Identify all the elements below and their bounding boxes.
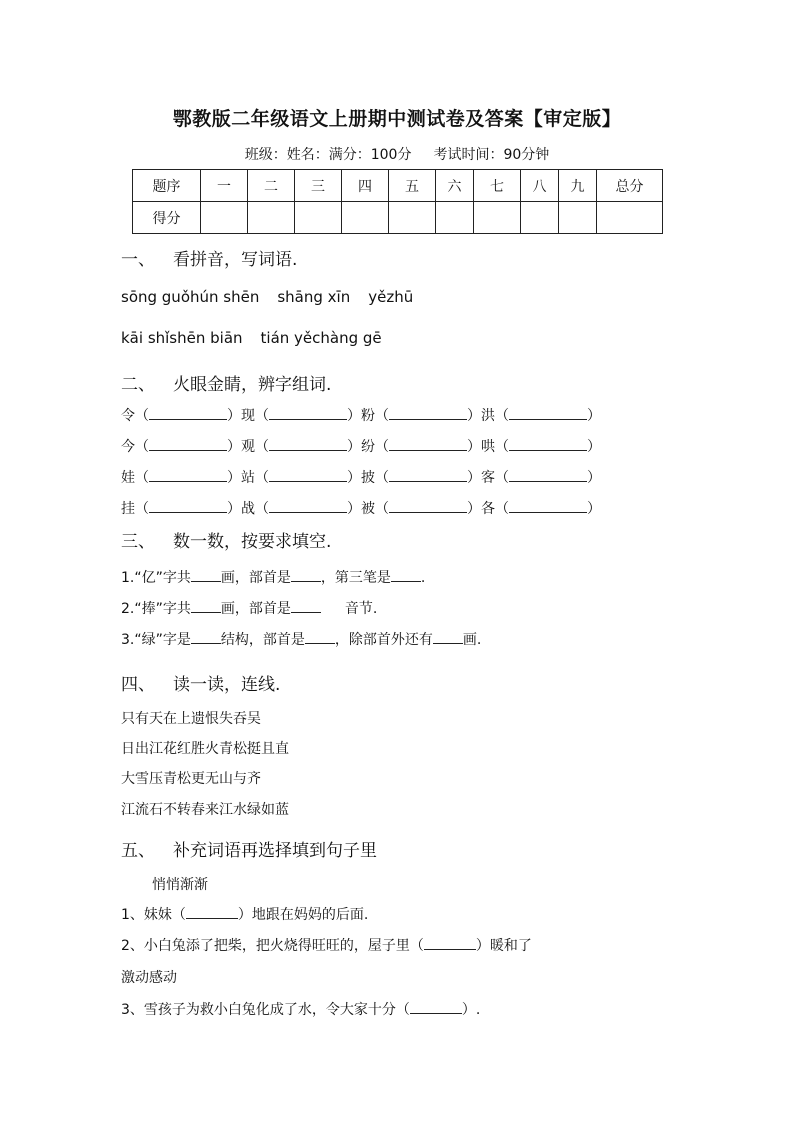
sentence-question-2	[121, 935, 532, 955]
answer-blank[interactable]	[389, 409, 467, 420]
section-title: 火眼金睛，辨字组词.	[173, 375, 332, 395]
char: 令	[121, 408, 135, 424]
char-row	[121, 436, 601, 456]
question-text: 画.	[462, 632, 482, 648]
section-4-heading	[121, 670, 280, 695]
question-text: .	[420, 570, 426, 586]
answer-blank[interactable]	[391, 571, 421, 582]
answer-blank[interactable]	[509, 440, 587, 451]
char-row	[121, 467, 601, 487]
answer-blank[interactable]	[509, 502, 587, 513]
char-item: 纷（ ）	[361, 439, 481, 455]
answer-blank[interactable]	[389, 502, 467, 513]
question-text: 3、雪孩子为救小白兔化成了水，令大家十分（	[121, 1002, 410, 1018]
score-table-header: 六	[436, 170, 474, 202]
question-text: 画，部首是	[220, 570, 291, 586]
char: 洪	[481, 408, 495, 424]
section-title: 补充词语再选择填到句子里	[173, 841, 377, 861]
answer-blank[interactable]	[269, 502, 347, 513]
answer-blank[interactable]	[389, 440, 467, 451]
score-table-header: 八	[521, 170, 559, 202]
answer-blank[interactable]	[269, 409, 347, 420]
fill-question-3	[121, 629, 481, 649]
char: 战	[241, 501, 255, 517]
word-choices: 悄悄渐渐	[152, 877, 208, 893]
char: 各	[481, 501, 495, 517]
char: 挂	[121, 501, 135, 517]
char-item: 被（ ）	[361, 501, 481, 517]
score-table-header: 二	[248, 170, 295, 202]
char-item: 今（ ）	[121, 439, 241, 455]
char: 纷	[361, 439, 375, 455]
char: 披	[361, 470, 375, 486]
poem-line: 只有天在上遗恨失吞吴	[121, 711, 261, 727]
char-item: 挂（ ）	[121, 501, 241, 517]
char-item: 站（ ）	[241, 470, 361, 486]
pinyin-word: kāi shǐshēn biān	[121, 329, 243, 347]
score-cell[interactable]	[342, 202, 389, 234]
answer-blank[interactable]	[305, 633, 335, 644]
word-choices: 激动感动	[121, 970, 177, 986]
char-item: 观（ ）	[241, 439, 361, 455]
section-number: 三、	[121, 532, 155, 552]
question-text: 2.“捧”字共	[121, 601, 191, 617]
score-table-header: 四	[342, 170, 389, 202]
poem-line: 大雪压青松更无山与齐	[121, 771, 261, 787]
section-title: 读一读，连线.	[173, 675, 281, 695]
answer-blank[interactable]	[149, 471, 227, 482]
char-item: 各（ ）	[481, 501, 601, 517]
section-title: 看拼音，写词语.	[173, 250, 298, 270]
pinyin-word: shāng xīn	[277, 288, 351, 306]
question-text: 音节.	[344, 601, 378, 617]
question-text: 1.“亿”字共	[121, 570, 191, 586]
sentence-question-3	[121, 999, 480, 1019]
score-cell[interactable]	[295, 202, 342, 234]
char-item: 现（ ）	[241, 408, 361, 424]
char-item: 洪（ ）	[481, 408, 601, 424]
score-cell[interactable]	[521, 202, 559, 234]
score-cell[interactable]	[436, 202, 474, 234]
char-item: 令（ ）	[121, 408, 241, 424]
section-title: 数一数，按要求填空.	[173, 532, 332, 552]
score-cell[interactable]	[389, 202, 436, 234]
score-cell[interactable]	[474, 202, 521, 234]
score-row-label: 得分	[133, 202, 201, 234]
score-table-header: 题序	[133, 170, 201, 202]
char: 站	[241, 470, 255, 486]
section-2-heading	[121, 370, 331, 395]
char-row	[121, 498, 601, 518]
question-text: 画，部首是	[220, 601, 291, 617]
exam-info	[0, 144, 794, 164]
score-table-score-row	[133, 202, 663, 234]
score-table-header-row	[133, 170, 663, 202]
question-text: ）地跟在妈妈的后面.	[237, 907, 369, 923]
char: 被	[361, 501, 375, 517]
char-item: 娃（ ）	[121, 470, 241, 486]
char-item: 哄（ ）	[481, 439, 601, 455]
char-item: 战（ ）	[241, 501, 361, 517]
answer-blank[interactable]	[191, 571, 221, 582]
answer-blank[interactable]	[149, 409, 227, 420]
pinyin-word: tián yěchàng gē	[260, 329, 382, 347]
score-cell[interactable]	[201, 202, 248, 234]
pinyin-word: yězhū	[368, 288, 414, 306]
char-item: 客（ ）	[481, 470, 601, 486]
answer-blank[interactable]	[424, 939, 476, 950]
sentence-question-1	[121, 904, 368, 924]
char: 娃	[121, 470, 135, 486]
char: 哄	[481, 439, 495, 455]
score-table-header: 七	[474, 170, 521, 202]
answer-blank[interactable]	[291, 602, 321, 613]
score-table-header: 九	[559, 170, 597, 202]
section-3-heading	[121, 527, 331, 552]
question-text: ）暖和了	[475, 938, 532, 954]
char: 观	[241, 439, 255, 455]
question-text: 结构，部首是	[220, 632, 305, 648]
char: 今	[121, 439, 135, 455]
answer-blank[interactable]	[191, 602, 221, 613]
char-item: 粉（ ）	[361, 408, 481, 424]
question-text: 1、妹妹（	[121, 907, 186, 923]
answer-blank[interactable]	[269, 471, 347, 482]
question-text: 3.“绿”字是	[121, 632, 191, 648]
score-cell[interactable]	[559, 202, 597, 234]
score-table	[132, 169, 663, 234]
pinyin-word: sōng guǒhún shēn	[121, 288, 260, 306]
section-1-heading	[121, 245, 297, 270]
section-number: 二、	[121, 375, 155, 395]
answer-blank[interactable]	[509, 409, 587, 420]
char-item: 披（ ）	[361, 470, 481, 486]
answer-blank[interactable]	[191, 633, 221, 644]
poem-line: 日出江花红胜火青松挺且直	[121, 741, 289, 757]
answer-blank[interactable]	[410, 1003, 462, 1014]
char-row	[121, 405, 601, 425]
char: 粉	[361, 408, 375, 424]
answer-blank[interactable]	[186, 908, 238, 919]
score-table-header: 三	[295, 170, 342, 202]
section-number: 四、	[121, 675, 155, 695]
answer-blank[interactable]	[149, 502, 227, 513]
score-table-header: 总分	[597, 170, 663, 202]
fill-question-2	[121, 598, 377, 618]
answer-blank[interactable]	[389, 471, 467, 482]
answer-blank[interactable]	[149, 440, 227, 451]
question-text: 2、小白兔添了把柴，把火烧得旺旺的，屋子里（	[121, 938, 424, 954]
pinyin-line-2	[121, 329, 400, 347]
pinyin-line-1	[121, 288, 431, 306]
exam-info-left: 班级：姓名：满分：100分	[244, 147, 412, 163]
section-number: 一、	[121, 250, 155, 270]
answer-blank[interactable]	[509, 471, 587, 482]
answer-blank[interactable]	[291, 571, 321, 582]
question-text: ）.	[461, 1002, 481, 1018]
question-text: ，第三笔是	[320, 570, 391, 586]
exam-info-time: 考试时间：90分钟	[433, 147, 550, 163]
char: 现	[241, 408, 255, 424]
answer-blank[interactable]	[433, 633, 463, 644]
answer-blank[interactable]	[269, 440, 347, 451]
char: 客	[481, 470, 495, 486]
score-cell[interactable]	[597, 202, 663, 234]
fill-question-1	[121, 567, 425, 587]
section-number: 五、	[121, 841, 155, 861]
section-5-heading	[121, 836, 377, 861]
score-table-header: 五	[389, 170, 436, 202]
page-title: 鄂教版二年级语文上册期中测试卷及答案【审定版】	[172, 108, 622, 130]
score-table-header: 一	[201, 170, 248, 202]
score-cell[interactable]	[248, 202, 295, 234]
question-text: ，除部首外还有	[334, 632, 433, 648]
poem-line: 江流石不转春来江水绿如蓝	[121, 802, 289, 818]
